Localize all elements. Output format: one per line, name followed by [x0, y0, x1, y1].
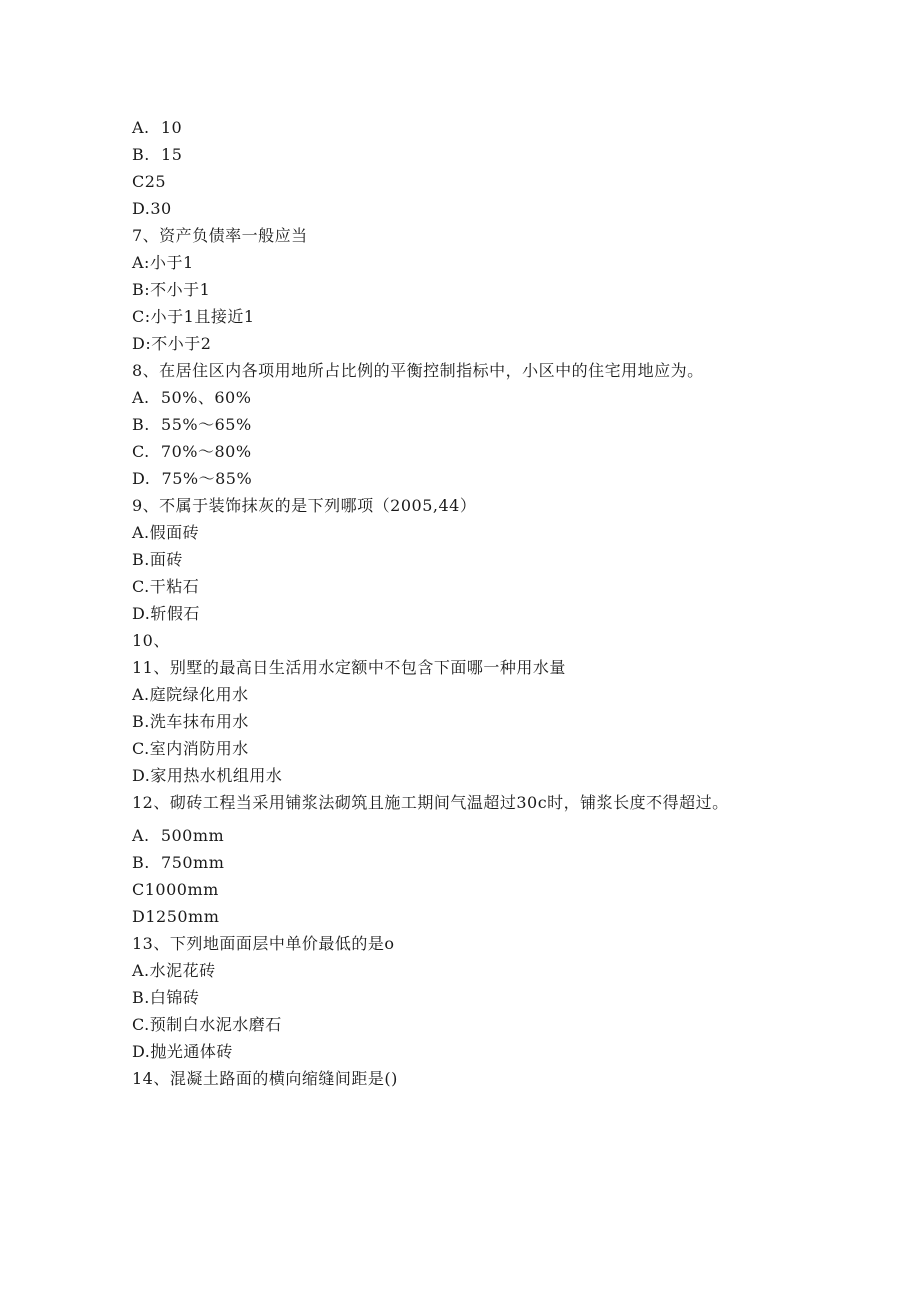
q7-option-c: C:小于1且接近1: [132, 307, 255, 326]
question-13: 13、下列地面面层中单价最低的是o: [132, 934, 395, 953]
q6-option-c: C25: [132, 172, 167, 191]
q12-option-a: A. 500mm: [132, 826, 225, 845]
q7-option-b: B:不小于1: [132, 280, 211, 299]
q8-option-a: A. 50%、60%: [132, 388, 252, 407]
q12-option-d: D1250mm: [132, 907, 220, 926]
q7-option-a: A:小于1: [132, 253, 194, 272]
question-8: 8、在居住区内各项用地所占比例的平衡控制指标中，小区中的住宅用地应为。: [132, 361, 704, 380]
q9-option-c: C.干粘石: [132, 577, 200, 596]
question-9: 9、不属于装饰抹灰的是下列哪项（2005,44）: [132, 496, 477, 515]
q8-option-d: D. 75%～85%: [132, 469, 253, 488]
q13-option-a: A.水泥花砖: [132, 961, 216, 980]
q11-option-b: B.洗车抹布用水: [132, 712, 249, 731]
question-list: [132, 114, 752, 1092]
q9-option-a: A.假面砖: [132, 523, 200, 542]
q8-option-c: C. 70%～80%: [132, 442, 252, 461]
question-10: 10、: [132, 631, 170, 650]
q13-option-b: B.白锦砖: [132, 988, 200, 1007]
q6-option-b: B. 15: [132, 145, 183, 164]
q8-option-b: B. 55%～65%: [132, 415, 252, 434]
question-7: 7、资产负债率一般应当: [132, 226, 308, 245]
question-14: 14、混凝土路面的横向缩缝间距是(): [132, 1069, 398, 1088]
q13-option-c: C.预制白水泥水磨石: [132, 1015, 282, 1034]
question-12: 12、砌砖工程当采用铺浆法砌筑且施工期间气温超过30c时，铺浆长度不得超过。: [132, 793, 729, 812]
q9-option-b: B.面砖: [132, 550, 183, 569]
q11-option-a: A.庭院绿化用水: [132, 685, 249, 704]
q7-option-d: D:不小于2: [132, 334, 212, 353]
q9-option-d: D.斩假石: [132, 604, 200, 623]
q6-option-a: A. 10: [132, 118, 183, 137]
q11-option-d: D.家用热水机组用水: [132, 766, 283, 785]
q11-option-c: C.室内消防用水: [132, 739, 249, 758]
q6-option-d: D.30: [132, 199, 172, 218]
q13-option-d: D.抛光通体砖: [132, 1042, 233, 1061]
q12-option-c: C1000mm: [132, 880, 219, 899]
q12-option-b: B. 750mm: [132, 853, 225, 872]
question-11: 11、别墅的最高日生活用水定额中不包含下面哪一种用水量: [132, 658, 566, 677]
